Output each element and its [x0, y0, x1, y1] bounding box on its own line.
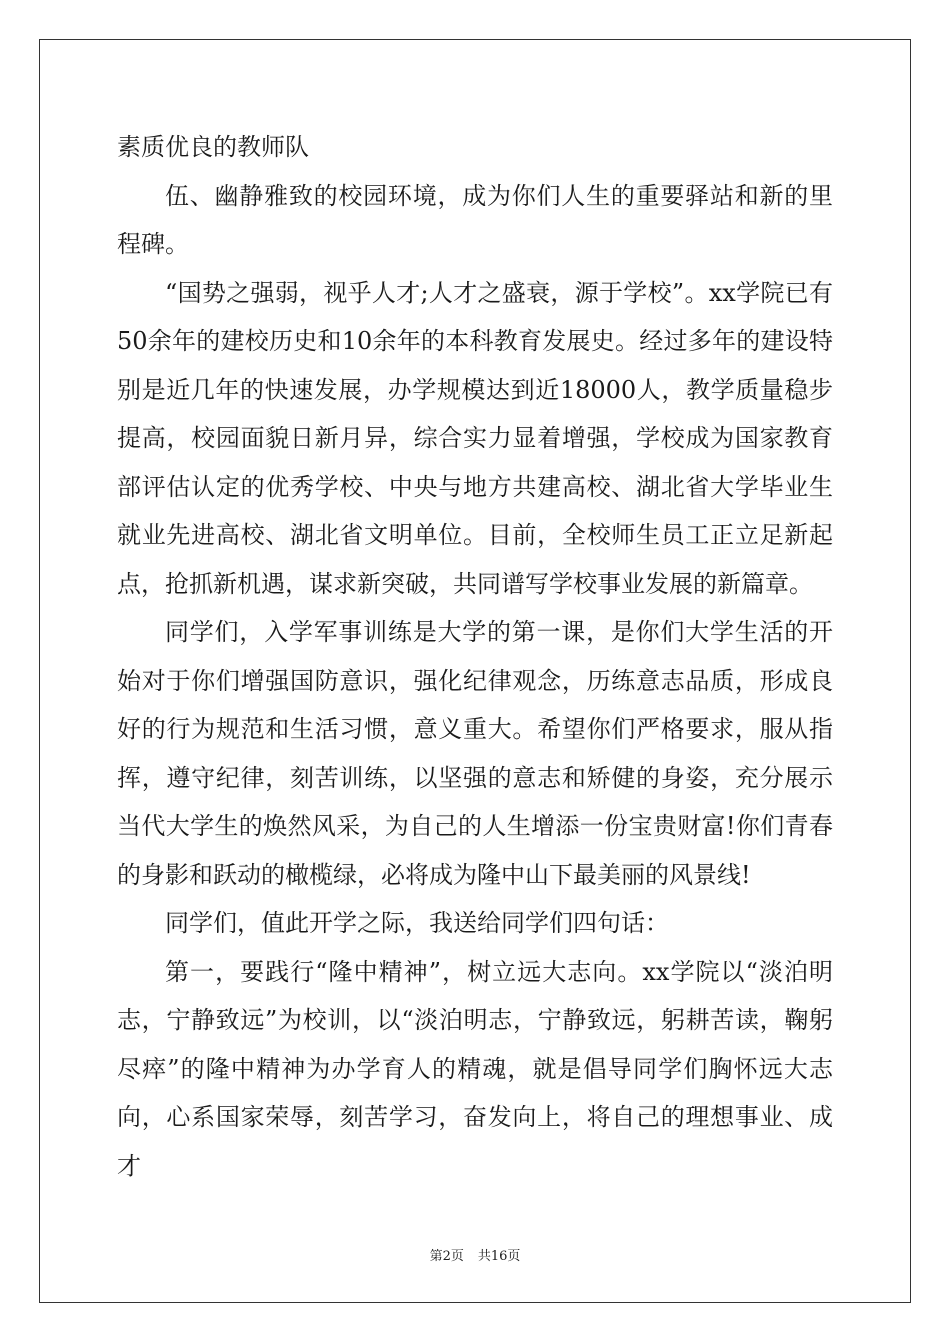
paragraph-4: 同学们，入学军事训练是大学的第一课，是你们大学生活的开始对于你们增强国防意识，强化纪律观念，历练意志品质，形成良好的行为规范和生活习惯，意义重大。希望你们严格要求，服从指挥，遵守纪律，刻苦训练，以坚强的意志和矫健的身姿，充分展示当代大学生的焕然风采，为自己的人生增添一份宝贵财富!你们青春的身影和跃动的橄榄绿，必将成为隆中山下最美丽的风景线!	[117, 618, 833, 889]
paragraph-2: 伍、幽静雅致的校园环境，成为你们人生的重要驿站和新的里程碑。	[117, 181, 833, 258]
paragraph-5: 同学们，值此开学之际，我送给同学们四句话：	[165, 909, 669, 937]
page-footer	[0, 1245, 950, 1264]
paragraph-1: 素质优良的教师队	[117, 133, 309, 161]
paragraph-3: “国势之强弱，视乎人才;人才之盛衰，源于学校”。xx学院已有50余年的建校历史和10余年的本科教育发展史。经过多年的建设特别是近几年的快速发展，办学规模达到近18000人，教学质量稳步提高，校园面貌日新月异，综合实力显着增强，学校成为国家教育部评估认定的优秀学校、中央与地方共建高校、湖北省大学毕业生就业先进高校、湖北省文明单位。目前，全校师生员工正立足新起点，抢抓新机遇，谋求新突破，共同谱写学校事业发展的新篇章。	[117, 278, 833, 598]
page-total: 共16页	[477, 1249, 521, 1264]
document-body	[117, 123, 833, 1190]
paragraph-6: 第一，要践行“隆中精神”，树立远大志向。xx学院以“淡泊明志，宁静致远”为校训，以“淡泊明志，宁静致远，躬耕苦读，鞠躬尽瘁”的隆中精神为办学育人的精魂，就是倡导同学们胸怀远大志向，心系国家荣辱，刻苦学习，奋发向上，将自己的理想事业、成才	[117, 957, 833, 1180]
page-number: 第2页	[429, 1249, 464, 1264]
